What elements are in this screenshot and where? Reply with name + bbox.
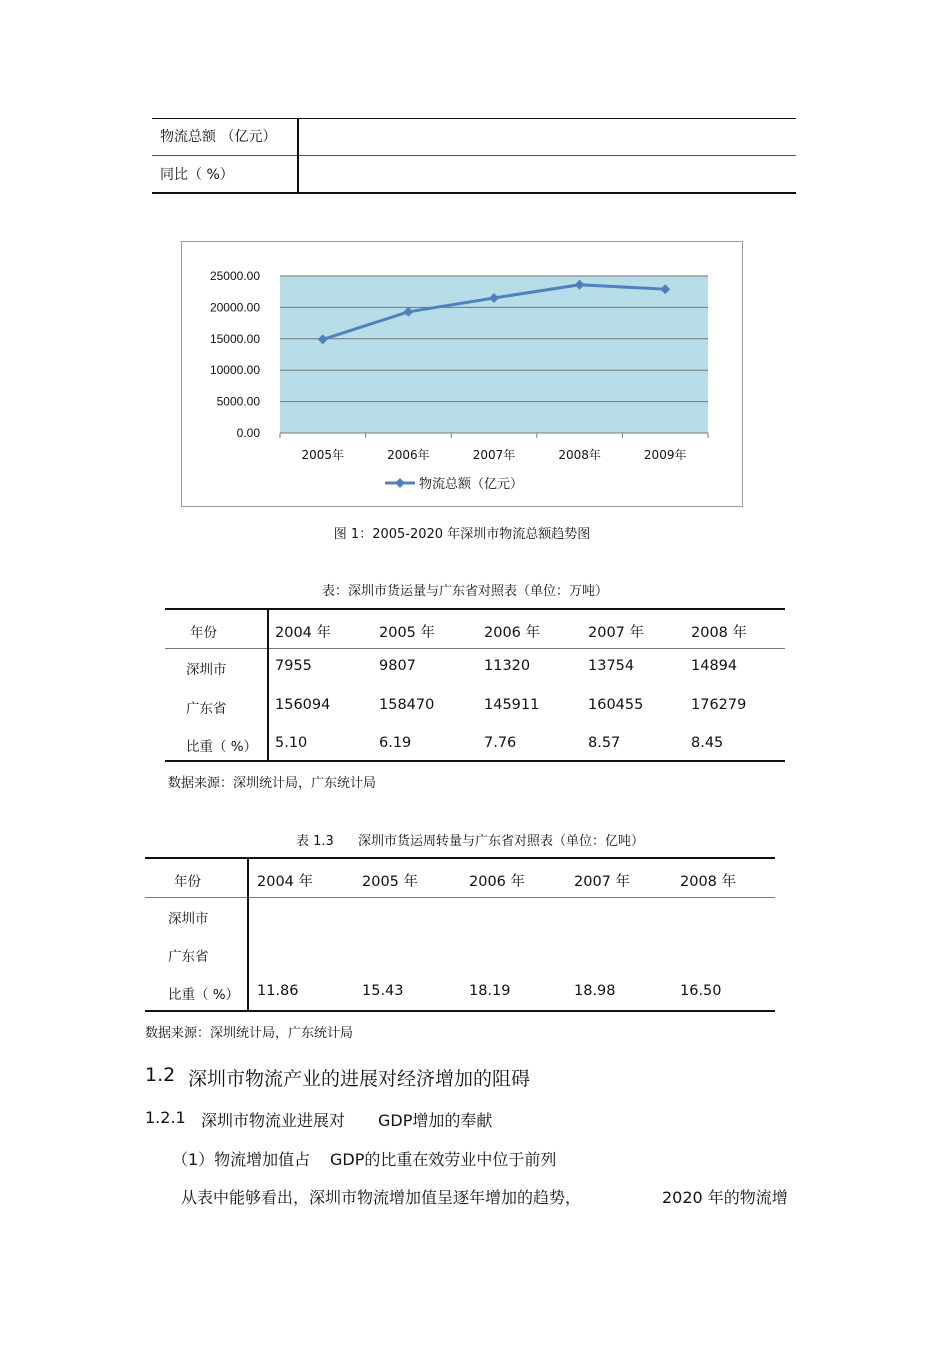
table-header-label: 年份 bbox=[174, 874, 201, 890]
table-cell: 156094 bbox=[275, 697, 331, 713]
legend-marker bbox=[395, 478, 405, 488]
x-tick-label: 2005年 bbox=[301, 448, 345, 462]
section-heading: 深圳市物流产业的进展对经济增加的阻碍 bbox=[188, 1068, 531, 1090]
table-cell: 14894 bbox=[691, 658, 738, 674]
table-row-label: 深圳市 bbox=[186, 662, 227, 678]
table-row-label: 比重（ %） bbox=[168, 987, 240, 1003]
list-item-continued: GDP的比重在效劳业中位于前列 bbox=[330, 1150, 557, 1169]
table-header-cell: 2007 年 bbox=[574, 874, 631, 890]
top-table-row-label: 同比（ %） bbox=[160, 167, 234, 183]
table-cell: 16.50 bbox=[680, 983, 722, 999]
table-cell: 7955 bbox=[275, 658, 312, 674]
line-chart bbox=[181, 241, 743, 507]
table-cell: 176279 bbox=[691, 697, 747, 713]
table-header-cell: 2005 年 bbox=[379, 625, 436, 641]
paragraph-text-continued: 2020 年的物流增 bbox=[662, 1188, 788, 1207]
top-table-row-label: 物流总额 （亿元） bbox=[160, 129, 277, 145]
table-cell: 6.19 bbox=[379, 735, 412, 751]
table-header-cell: 2007 年 bbox=[588, 625, 645, 641]
table-row-label: 广东省 bbox=[186, 701, 227, 717]
table1-title: 表：深圳市货运量与广东省对照表（单位：万吨） bbox=[321, 584, 608, 599]
table-header-cell: 2006 年 bbox=[469, 874, 526, 890]
table-cell: 11320 bbox=[484, 658, 531, 674]
subsection-heading: 深圳市物流业进展对 bbox=[201, 1111, 346, 1130]
table-row-label: 深圳市 bbox=[168, 911, 209, 927]
table-cell: 7.76 bbox=[484, 735, 517, 751]
chart-caption: 图 1：2005-2020 年深圳市物流总额趋势图 bbox=[333, 527, 591, 542]
table-cell: 15.43 bbox=[362, 983, 404, 999]
table-cell: 5.10 bbox=[275, 735, 308, 751]
table-header-cell: 2008 年 bbox=[691, 625, 748, 641]
table-cell: 8.57 bbox=[588, 735, 621, 751]
section-heading-number: 1.2 bbox=[145, 1064, 176, 1086]
x-tick-label: 2008年 bbox=[558, 448, 601, 462]
list-item: （1）物流增加值占 bbox=[172, 1150, 311, 1169]
table-cell: 145911 bbox=[484, 697, 540, 713]
table-cell: 158470 bbox=[379, 697, 435, 713]
table-cell: 9807 bbox=[379, 658, 416, 674]
x-tick-label: 2009年 bbox=[643, 448, 687, 462]
table2-source: 数据来源：深圳统计局，广东统计局 bbox=[145, 1026, 354, 1041]
y-tick-label: 15000.00 bbox=[209, 331, 260, 346]
chart-canvas bbox=[182, 242, 744, 508]
table-cell: 160455 bbox=[588, 697, 644, 713]
y-tick-label: 0.00 bbox=[236, 426, 260, 440]
table-row-label: 比重（ %） bbox=[186, 739, 258, 755]
table-header-cell: 2008 年 bbox=[680, 874, 737, 890]
subsection-heading-number: 1.2.1 bbox=[145, 1108, 186, 1127]
y-tick-label: 5000.00 bbox=[216, 394, 260, 409]
paragraph-text: 从表中能够看出，深圳市物流增加值呈逐年增加的趋势， bbox=[181, 1188, 582, 1207]
subsection-heading-gdp: GDP增加的奉献 bbox=[378, 1111, 493, 1130]
table-header-cell: 2004 年 bbox=[275, 625, 332, 641]
x-tick-label: 2007年 bbox=[472, 448, 516, 462]
x-tick-label: 2006年 bbox=[387, 448, 430, 462]
table-cell: 18.98 bbox=[574, 983, 616, 999]
table2-title-number: 表 1.3 bbox=[296, 834, 334, 849]
legend-label: 物流总额（亿元） bbox=[419, 477, 524, 492]
table-header-cell: 2006 年 bbox=[484, 625, 541, 641]
table-header-cell: 2005 年 bbox=[362, 874, 419, 890]
table-cell: 8.45 bbox=[691, 735, 724, 751]
y-tick-label: 20000.00 bbox=[209, 300, 260, 315]
table-cell: 11.86 bbox=[257, 983, 299, 999]
table1-source: 数据来源：深圳统计局，广东统计局 bbox=[168, 776, 377, 791]
table-cell: 13754 bbox=[588, 658, 635, 674]
y-tick-label: 10000.00 bbox=[209, 363, 260, 378]
y-tick-label: 25000.00 bbox=[209, 269, 260, 283]
table-header-cell: 2004 年 bbox=[257, 874, 314, 890]
table-cell: 18.19 bbox=[469, 983, 511, 999]
table2-title: 深圳市货运周转量与广东省对照表（单位：亿吨） bbox=[358, 834, 645, 849]
table-header-label: 年份 bbox=[190, 625, 217, 641]
table-row-label: 广东省 bbox=[168, 949, 209, 965]
